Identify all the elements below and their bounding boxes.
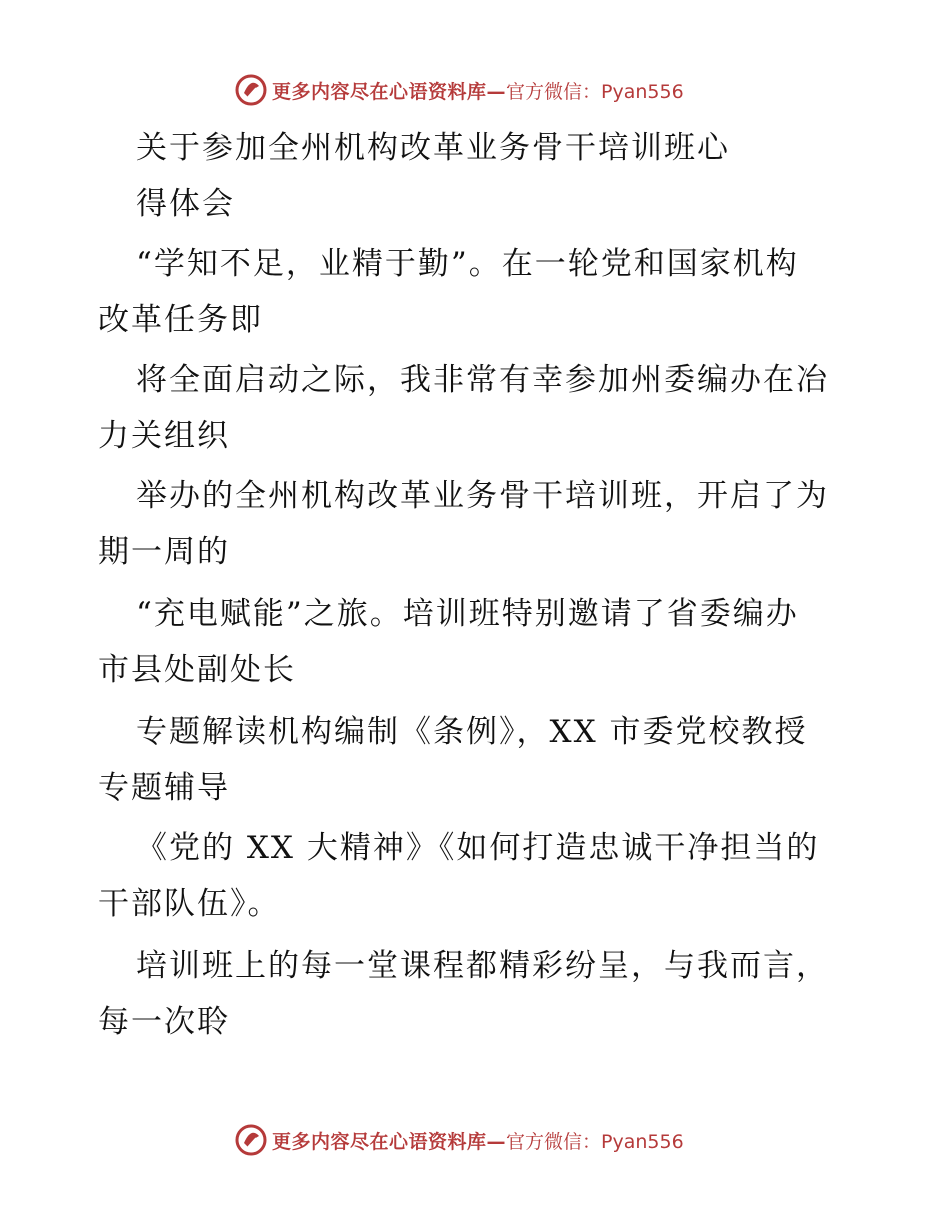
paragraph-line: 每一次聆 bbox=[98, 1004, 230, 1040]
title-line: 得体会 bbox=[136, 186, 235, 222]
watermark-text: 更多内容尽在心语资料库— bbox=[272, 80, 507, 103]
watermark-wechat: 官方微信：Pyan556 bbox=[506, 1130, 684, 1153]
paragraph-line: 培训班上的每一堂课程都精彩纷呈，与我而言， bbox=[136, 948, 829, 984]
watermark-wechat: 官方微信：Pyan556 bbox=[506, 80, 684, 103]
paragraph-line: 干部队伍》。 bbox=[98, 886, 281, 922]
swirl-pen-logo-icon bbox=[234, 73, 268, 107]
paragraph-line: 将全面启动之际，我非常有幸参加州委编办在冶 bbox=[136, 362, 829, 398]
paragraph-line: 期一周的 bbox=[98, 534, 230, 570]
paragraph-line: “学知不足，业精于勤”。在一轮党和国家机构 bbox=[136, 246, 799, 282]
footer-watermark bbox=[234, 1122, 684, 1158]
paragraph-line: 力关组织 bbox=[98, 418, 230, 454]
header-watermark bbox=[234, 72, 684, 108]
title-line: 关于参加全州机构改革业务骨干培训班心 bbox=[136, 130, 730, 166]
watermark-text: 更多内容尽在心语资料库— bbox=[272, 1130, 507, 1153]
paragraph-line: 市县处副处长 bbox=[98, 652, 296, 688]
paragraph-line: 专题辅导 bbox=[98, 770, 230, 806]
paragraph-line: 改革任务即 bbox=[98, 302, 263, 338]
paragraph-line: 举办的全州机构改革业务骨干培训班，开启了为 bbox=[136, 478, 829, 514]
paragraph-line: “充电赋能”之旅。培训班特别邀请了省委编办 bbox=[136, 596, 799, 632]
paragraph-line: 专题解读机构编制《条例》，XX 市委党校教授 bbox=[136, 714, 808, 750]
paragraph-line: 《党的 XX 大精神》《如何打造忠诚干净担当的 bbox=[136, 830, 820, 866]
swirl-pen-logo-icon bbox=[234, 1123, 268, 1157]
